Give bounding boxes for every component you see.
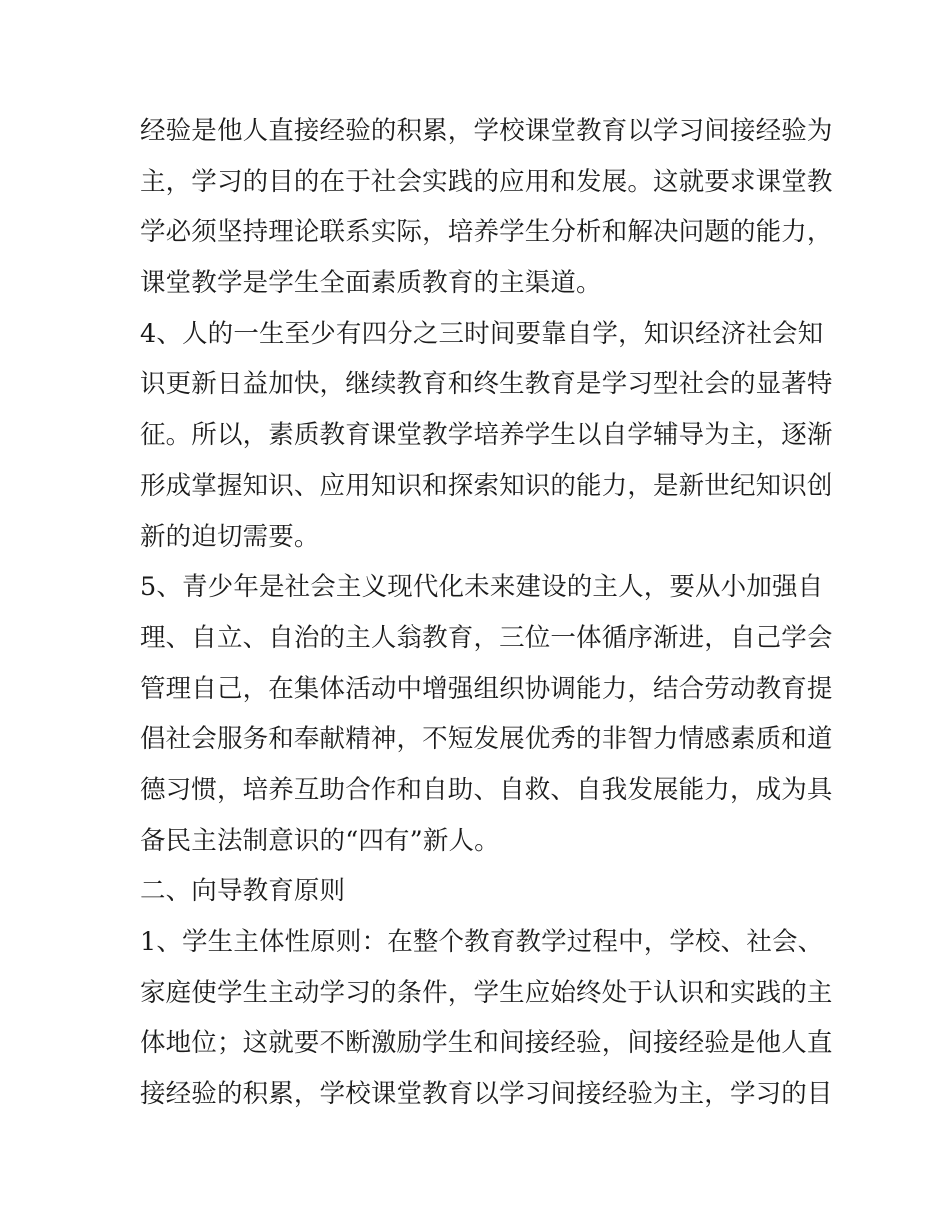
text-line: 5、青少年是社会主义现代化未来建设的主人，要从小加强自 bbox=[140, 572, 824, 603]
text-line: 管理自己，在集体活动中增强组织协调能力，结合劳动教育提 bbox=[140, 673, 833, 704]
text-line: 新的迫切需要。 bbox=[140, 521, 320, 552]
text-line: 理、自立、自治的主人翁教育，三位一体循序渐进，自己学会 bbox=[140, 622, 833, 653]
text-line: 德习惯，培养互助合作和自助、自救、自我发展能力，成为具 bbox=[140, 774, 833, 805]
text-line: 倡社会服务和奉献精神，不短发展优秀的非智力情感素质和道 bbox=[140, 724, 833, 755]
text-line: 学必须坚持理论联系实际，培养学生分析和解决问题的能力， bbox=[140, 217, 833, 248]
text-line: 课堂教学是学生全面素质教育的主渠道。 bbox=[140, 268, 602, 299]
text-line: 接经验的积累，学校课堂教育以学习间接经验为主，学习的目 bbox=[140, 1079, 833, 1110]
text-line: 体地位；这就要不断激励学生和间接经验，间接经验是他人直 bbox=[140, 1028, 833, 1059]
body-text bbox=[140, 106, 833, 1120]
text-line: 1、学生主体性原则：在整个教育教学过程中，学校、社会、 bbox=[140, 927, 824, 957]
text-line: 4、人的一生至少有四分之三时间要靠自学，知识经济社会知 bbox=[140, 318, 824, 349]
text-line: 主，学习的目的在于社会实践的应用和发展。这就要求课堂教 bbox=[140, 166, 833, 197]
text-line: 备民主法制意识的“四有”新人。 bbox=[140, 825, 500, 856]
text-line: 家庭使学生主动学习的条件，学生应始终处于认识和实践的主 bbox=[140, 977, 833, 1008]
text-line: 经验是他人直接经验的积累，学校课堂教育以学习间接经验为 bbox=[140, 116, 833, 146]
section-heading: 二、向导教育原则 bbox=[140, 876, 346, 907]
text-line: 识更新日益加快，继续教育和终生教育是学习型社会的显著特 bbox=[140, 369, 833, 400]
text-line: 征。所以，素质教育课堂教学培养学生以自学辅导为主，逐渐 bbox=[140, 420, 833, 451]
text-line: 形成掌握知识、应用知识和探索知识的能力，是新世纪知识创 bbox=[140, 470, 833, 501]
